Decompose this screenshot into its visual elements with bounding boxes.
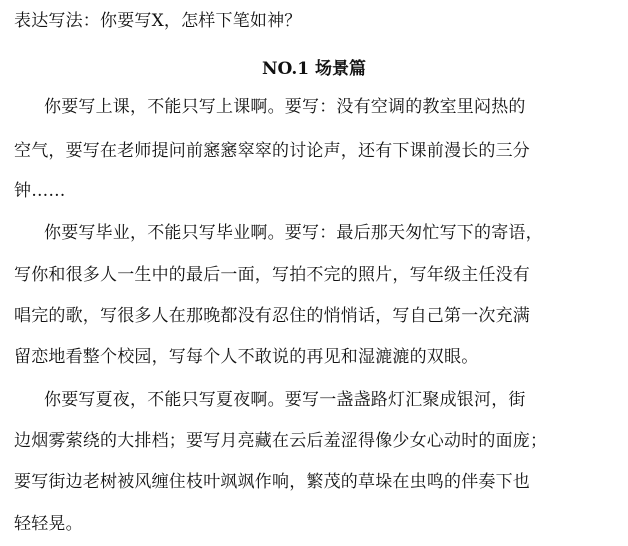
paragraph-line: 空气，要写在老师提问前窸窸窣窣的讨论声，还有下课前漫长的三分 (14, 141, 530, 161)
paragraph-line: 唱完的歌，写很多人在那晚都没有忍住的悄悄话，写自己第一次充满 (14, 306, 530, 326)
paragraph-line: 轻轻晃。 (14, 514, 83, 534)
section-title: NO.1 场景篇 (261, 59, 367, 79)
paragraph-line: 写你和很多人一生中的最后一面，写拍不完的照片，写年级主任没有 (14, 265, 530, 285)
paragraph-line: 你要写毕业，不能只写毕业啊。要写：最后那天匆忙写下的寄语， (44, 223, 543, 243)
paragraph-line: 钟…… (14, 181, 66, 201)
paragraph-line: 留恋地看整个校园，写每个人不敢说的再见和湿漉漉的双眼。 (14, 347, 479, 367)
document-heading: 表达写法：你要写X，怎样下笔如神？ (14, 11, 302, 31)
paragraph-line: 要写街边老树被风缠住枝叶飒飒作响，繁茂的草垛在虫鸣的伴奏下也 (14, 472, 530, 492)
paragraph-line: 边烟雾萦绕的大排档；要写月亮藏在云后羞涩得像少女心动时的面庞； (14, 431, 548, 451)
paragraph-line: 你要写夏夜，不能只写夏夜啊。要写一盏盏路灯汇聚成银河，街 (44, 390, 526, 410)
paragraph-line: 你要写上课，不能只写上课啊。要写：没有空调的教室里闷热的 (44, 97, 526, 117)
